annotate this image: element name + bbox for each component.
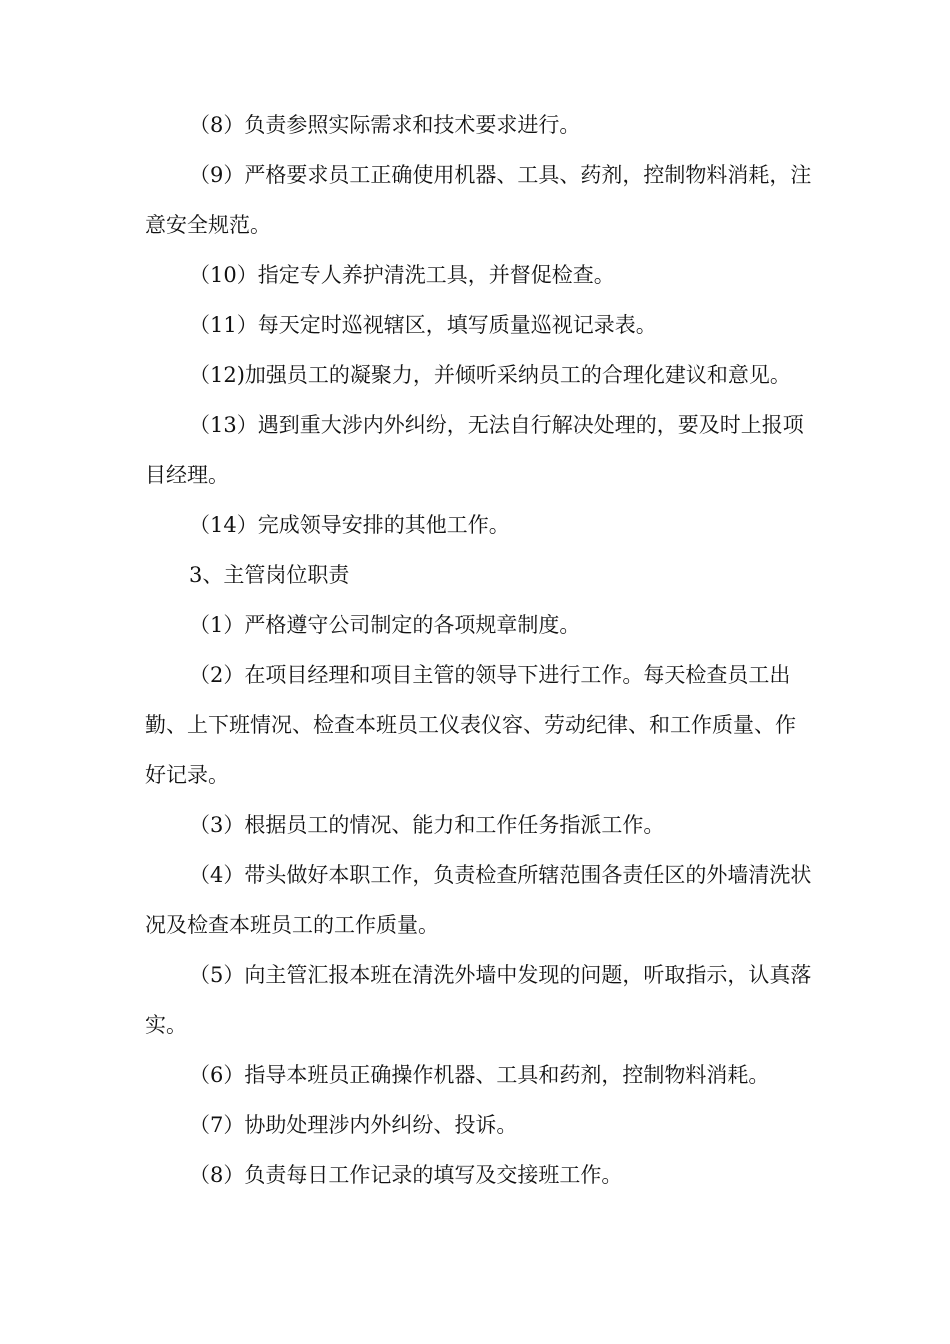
paragraph-item-9: （9）严格要求员工正确使用机器、工具、药剂，控制物料消耗，注意安全规范。	[145, 163, 812, 237]
supervisor-duty-4: （4）带头做好本职工作，负责检查所辖范围各责任区的外墙清洗状况及检查本班员工的工作质量。	[145, 863, 812, 937]
supervisor-duty-2: （2）在项目经理和项目主管的领导下进行工作。每天检查员工出勤、上下班情况、检查本班员工仪表仪容、劳动纪律、和工作质量、作好记录。	[145, 663, 796, 787]
supervisor-duty-6: （6）指导本班员正确操作机器、工具和药剂，控制物料消耗。	[189, 1063, 770, 1087]
supervisor-duty-5: （5）向主管汇报本班在清洗外墙中发现的问题，听取指示，认真落实。	[145, 963, 812, 1037]
paragraph-item-10: （10）指定专人养护清洗工具，并督促检查。	[189, 263, 615, 287]
paragraph-item-12: （12)加强员工的凝聚力，并倾听采纳员工的合理化建议和意见。	[189, 363, 791, 387]
paragraph-item-13: （13）遇到重大涉内外纠纷，无法自行解决处理的，要及时上报项目经理。	[145, 413, 804, 487]
document-body	[145, 100, 815, 1200]
supervisor-duty-7: （7）协助处理涉内外纠纷、投诉。	[189, 1113, 518, 1137]
section-heading: 3、主管岗位职责	[189, 563, 350, 587]
paragraph-item-8: （8）负责参照实际需求和技术要求进行。	[189, 113, 581, 137]
paragraph-item-11: （11）每天定时巡视辖区，填写质量巡视记录表。	[189, 313, 657, 337]
supervisor-duty-8: （8）负责每日工作记录的填写及交接班工作。	[189, 1163, 623, 1187]
paragraph-item-14: （14）完成领导安排的其他工作。	[189, 513, 510, 537]
supervisor-duty-1: （1）严格遵守公司制定的各项规章制度。	[189, 613, 581, 637]
supervisor-duty-3: （3）根据员工的情况、能力和工作任务指派工作。	[189, 813, 665, 837]
